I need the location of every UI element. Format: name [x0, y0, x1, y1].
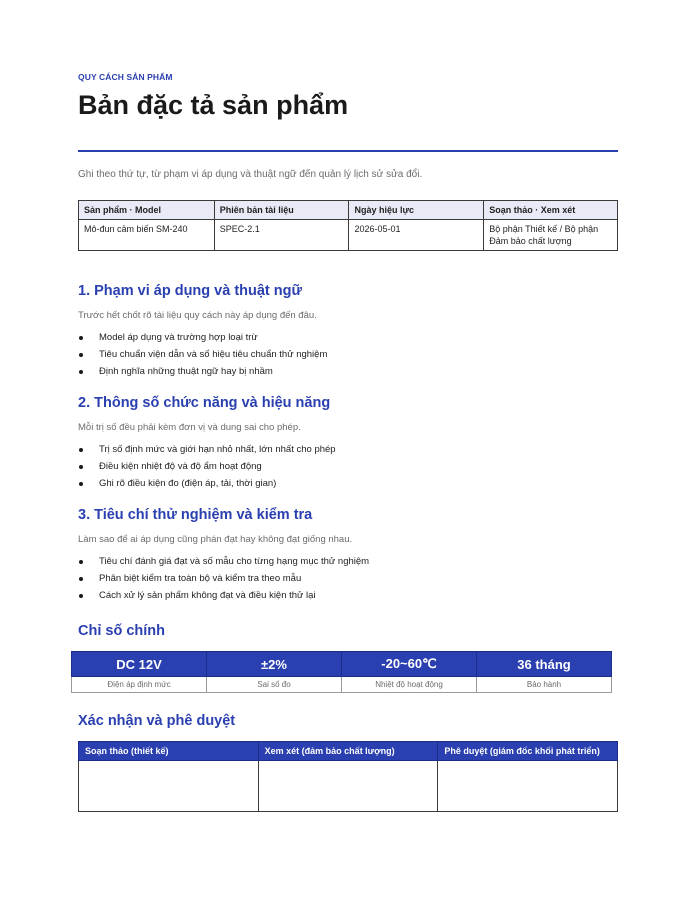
approval-header-approver: Phê duyệt (giám đốc khối phát triển) [438, 742, 618, 761]
meta-header-product: Sản phẩm · Model [79, 201, 215, 220]
meta-header-authors: Soạn thảo · Xem xét [484, 201, 618, 220]
kpi-value-row [72, 652, 612, 677]
section-testing [78, 507, 618, 604]
table-header-row [79, 201, 618, 220]
list-item: Phân biệt kiểm tra toàn bộ và kiểm tra theo mẫu [78, 570, 618, 587]
signature-box-reviewer[interactable] [258, 761, 438, 812]
kpi-value-temperature: -20~60℃ [342, 652, 477, 677]
kpi-label-warranty: Bảo hành [477, 677, 612, 693]
section-lead: Mỗi trị số đều phải kèm đơn vị và dung sai cho phép. [78, 422, 301, 433]
list-item: Ghi rõ điều kiện đo (điện áp, tải, thời gian) [78, 475, 618, 492]
bullet-list [78, 553, 618, 604]
signature-box-drafter[interactable] [79, 761, 259, 812]
signature-box-approver[interactable] [438, 761, 618, 812]
title-divider [78, 150, 618, 152]
meta-cell-version: SPEC-2.1 [214, 220, 349, 251]
bullet-icon [79, 594, 83, 598]
approval-header-drafter: Soạn thảo (thiết kế) [79, 742, 259, 761]
section-heading: 1. Phạm vi áp dụng và thuật ngữ [78, 283, 302, 299]
bullet-list [78, 441, 618, 492]
document-category: QUY CÁCH SẢN PHẨM [78, 72, 173, 82]
intro-text: Ghi theo thứ tự, từ phạm vi áp dụng và thuật ngữ đến quản lý lịch sử sửa đổi. [78, 169, 423, 180]
meta-cell-effective-date: 2026-05-01 [349, 220, 484, 251]
table-row [79, 220, 618, 251]
section-approval [78, 713, 618, 729]
meta-cell-authors: Bộ phận Thiết kế / Bộ phận Đảm bảo chất lượng [484, 220, 618, 251]
bullet-list [78, 329, 618, 380]
approval-table [78, 741, 618, 812]
kpi-table [71, 651, 612, 693]
section-heading: 2. Thông số chức năng và hiệu năng [78, 395, 331, 411]
list-item: Trị số định mức và giới hạn nhỏ nhất, lớn nhất cho phép [78, 441, 618, 458]
bullet-icon [79, 353, 83, 357]
section-heading: Chỉ số chính [78, 623, 165, 639]
section-scope [78, 283, 618, 380]
bullet-icon [79, 577, 83, 581]
section-kpi [78, 623, 618, 639]
bullet-icon [79, 560, 83, 564]
bullet-icon [79, 482, 83, 486]
kpi-label-accuracy: Sai số đo [207, 677, 342, 693]
section-lead: Trước hết chốt rõ tài liệu quy cách này áp dụng đến đâu. [78, 310, 317, 321]
table-row [79, 761, 618, 812]
meta-header-version: Phiên bản tài liệu [214, 201, 349, 220]
meta-header-effective-date: Ngày hiệu lực [349, 201, 484, 220]
bullet-icon [79, 336, 83, 340]
section-heading: 3. Tiêu chí thử nghiệm và kiểm tra [78, 507, 313, 523]
bullet-icon [79, 465, 83, 469]
section-specifications [78, 395, 618, 492]
approval-header-reviewer: Xem xét (đảm bảo chất lượng) [258, 742, 438, 761]
kpi-value-voltage: DC 12V [72, 652, 207, 677]
document-meta-table [78, 200, 618, 251]
list-item: Cách xử lý sản phẩm không đạt và điều kiện thử lại [78, 587, 618, 604]
kpi-label-voltage: Điện áp định mức [72, 677, 207, 693]
kpi-value-accuracy: ±2% [207, 652, 342, 677]
bullet-icon [79, 448, 83, 452]
list-item: Điều kiện nhiệt độ và độ ẩm hoạt động [78, 458, 618, 475]
list-item: Tiêu chuẩn viện dẫn và số hiệu tiêu chuẩn thử nghiệm [78, 346, 618, 363]
list-item: Định nghĩa những thuật ngữ hay bị nhầm [78, 363, 618, 380]
section-lead: Làm sao để ai áp dụng cũng phán đạt hay không đạt giống nhau. [78, 534, 353, 545]
meta-cell-product: Mô-đun cảm biến SM-240 [79, 220, 215, 251]
list-item: Tiêu chí đánh giá đạt và số mẫu cho từng hạng mục thử nghiệm [78, 553, 618, 570]
bullet-icon [79, 370, 83, 374]
page-title: Bản đặc tả sản phẩm [78, 90, 349, 120]
kpi-label-row [72, 677, 612, 693]
list-item: Model áp dụng và trường hợp loại trừ [78, 329, 618, 346]
section-heading: Xác nhận và phê duyệt [78, 713, 236, 729]
kpi-value-warranty: 36 tháng [477, 652, 612, 677]
kpi-label-temperature: Nhiệt độ hoạt động [342, 677, 477, 693]
table-header-row [79, 742, 618, 761]
